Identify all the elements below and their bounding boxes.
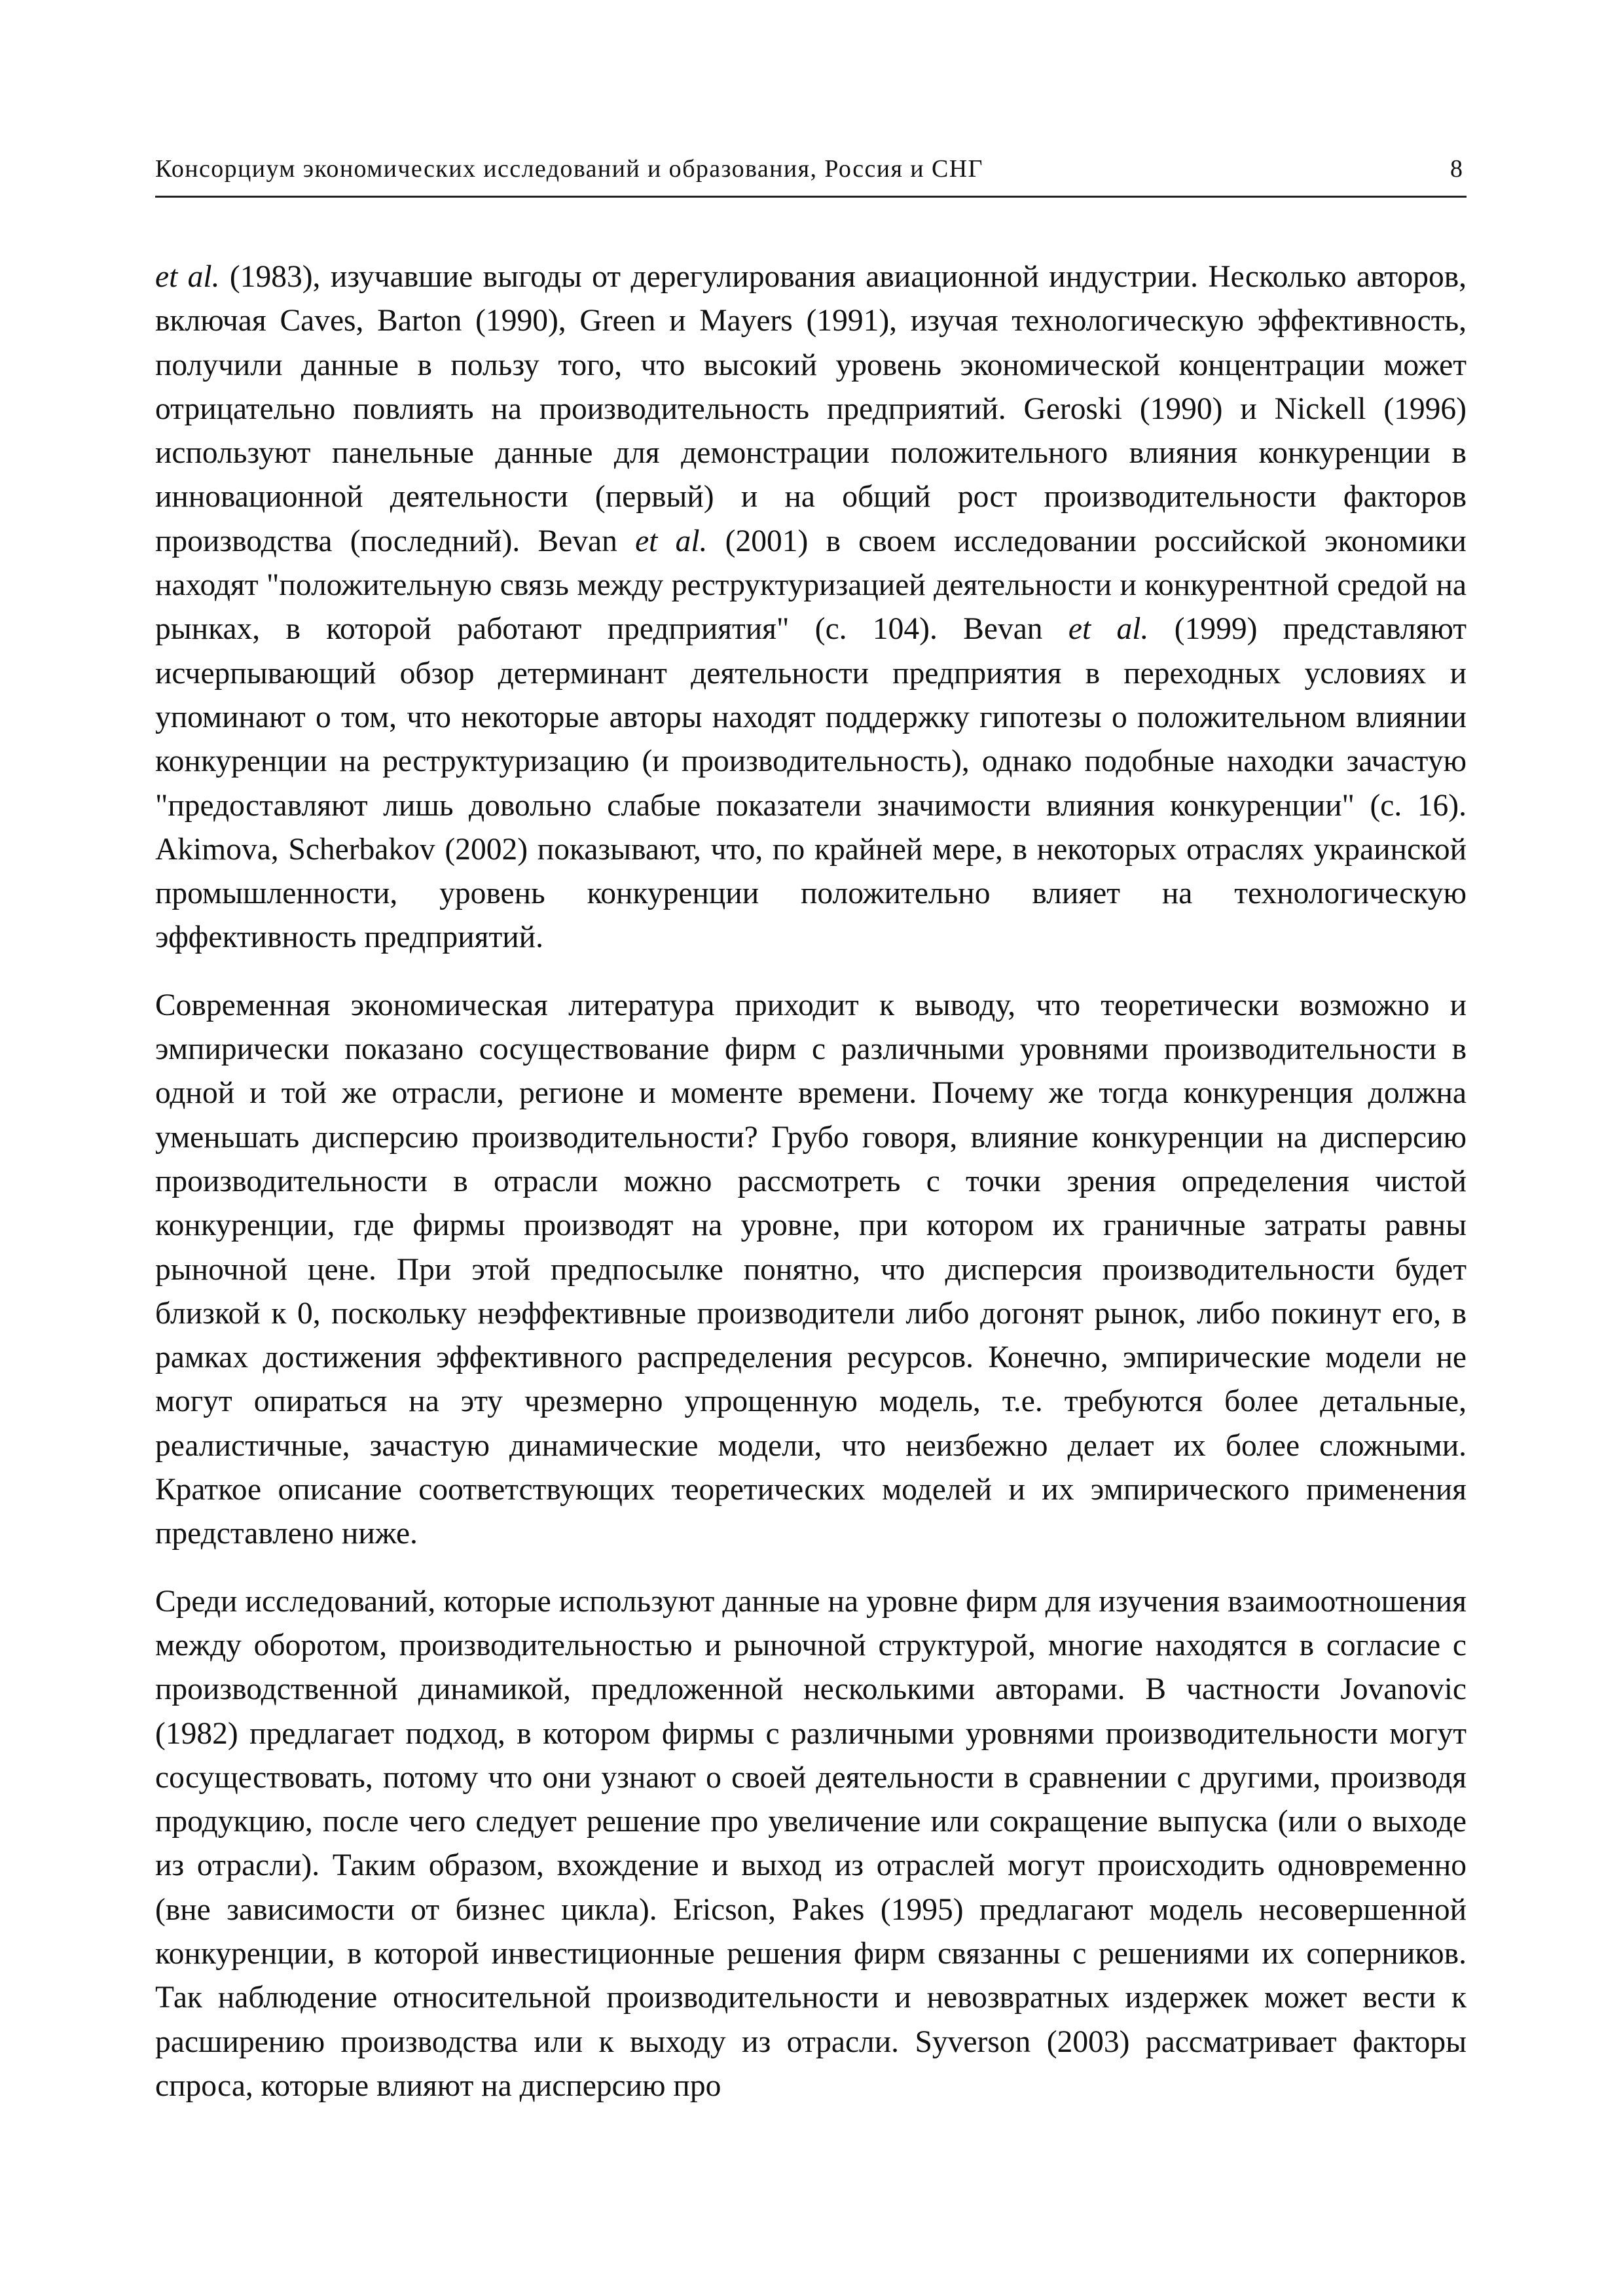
paragraph: et al. (1983), изучавшие выгоды от дерегулирования авиационной индустрии. Несколько авторов, включая Caves, Barton (1990), Green и Mayers (1991), изучая технологическую эффективность, получили данные в пользу того, что высокий уровень экономической концентрации может отрицательно повлиять на производительность предприятий. Geroski (1990) и Nickell (1996) используют панельные данные для демонстрации положительного влияния конкуренции в инновационной деятельности (первый) и на общий рост производительности факторов производства (последний). Bevan et al. (2001) в своем исследовании российской экономики находят "положительную связь между реструктуризацией деятельности и конкурентной средой на рынках, в которой работают предприятия" (с. 104). Bevan et al. (1999) представляют исчерпывающий обзор детерминант деятельности предприятия в переходных условиях и упоминают о том, что некоторые авторы находят поддержку гипотезы о положительном влиянии конкуренции на реструктуризацию (и производительность), однако подобные находки зачастую "предоставляют лишь довольно слабые показатели значимости влияния конкуренции" (с. 16). Akimova, Scherbakov (2002) показывают, что, по крайней мере, в некоторых отраслях украинской промышленности, уровень конкуренции положительно влияет на технологическую эффективность предприятий.	[155, 260, 1467, 955]
paragraph: Современная экономическая литература приходит к выводу, что теоретически возможно и эмпирически показано сосуществование фирм с различными уровнями производительности в одной и той же отрасли, регионе и моменте времени. Почему же тогда конкуренция должна уменьшать дисперсию производительности? Грубо говоря, влияние конкуренции на дисперсию производительности в отрасли можно рассмотреть с точки зрения определения чистой конкуренции, где фирмы производят на уровне, при котором их граничные затраты равны рыночной цене. При этой предпосылке понятно, что дисперсия производительности будет близкой к 0, поскольку неэффективные производители либо догонят рынок, либо покинут его, в рамках достижения эффективного распределения ресурсов. Конечно, эмпирические модели не могут опираться на эту чрезмерно упрощенную модель, т.е. требуются более детальные, реалистичные, зачастую динамические модели, что неизбежно делает их более сложными. Краткое описание соответствующих теоретических моделей и их эмпирического применения представлено ниже.	[155, 988, 1467, 1551]
body-text	[155, 255, 1467, 2132]
header-title: Консорциум экономических исследований и образования, Россия и СНГ	[155, 155, 983, 183]
paragraph: Среди исследований, которые используют данные на уровне фирм для изучения взаимоотношения между оборотом, производительностью и рыночной структурой, многие находятся в согласие с производственной динамикой, предложенной несколькими авторами. В частности Jovanovic (1982) предлагает подход, в котором фирмы с различными уровнями производительности могут сосуществовать, потому что они узнают о своей деятельности в сравнении с другими, производя продукцию, после чего следует решение про увеличение или сокращение выпуска (или о выходе из отрасли). Таким образом, вхождение и выход из отраслей могут происходить одновременно (вне зависимости от бизнес цикла). Ericson, Pakes (1995) предлагают модель несовершенной конкуренции, в которой инвестиционные решения фирм связанны с решениями их соперников. Так наблюдение относительной производительности и невозвратных издержек может вести к расширению производства или к выходу из отрасли. Syverson (2003) рассматривает факторы спроса, которые влияют на дисперсию про	[155, 1584, 1467, 2103]
page-number: 8	[1450, 155, 1463, 183]
running-header	[155, 152, 1467, 198]
